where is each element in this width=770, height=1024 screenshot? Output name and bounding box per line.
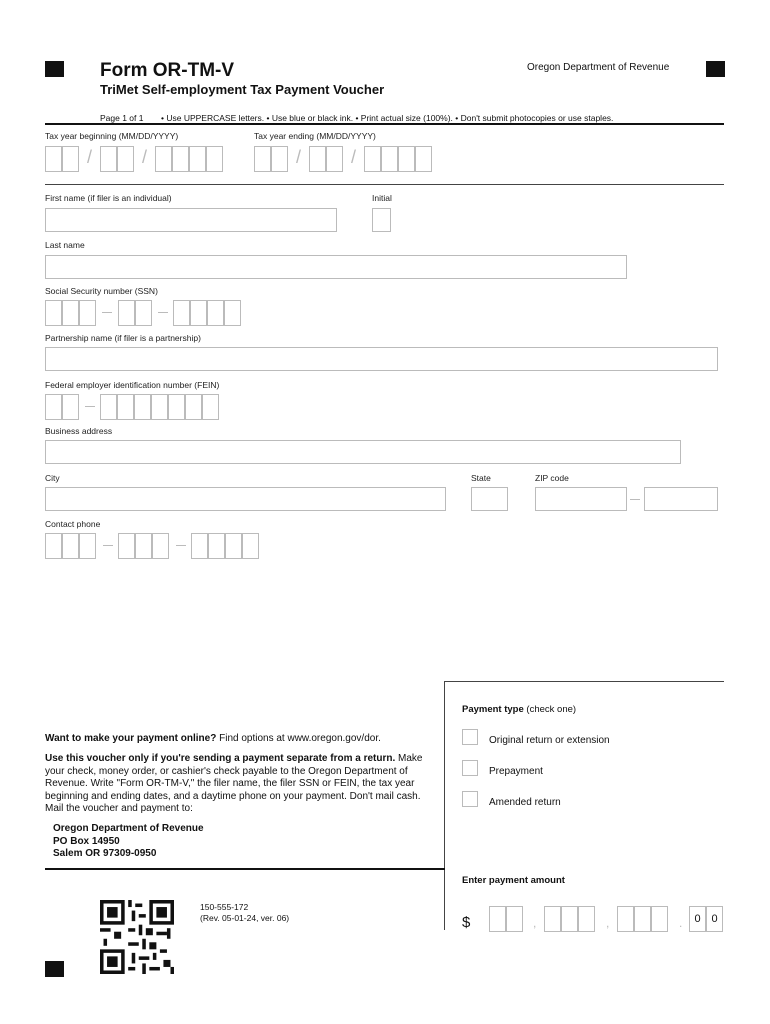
qr-code <box>100 900 174 974</box>
registration-mark-top-left <box>45 61 64 77</box>
last-name-label: Last name <box>45 240 85 250</box>
address-label: Business address <box>45 426 113 436</box>
partnership-label: Partnership name (if filer is a partnership) <box>45 333 201 343</box>
tax-year-end-label: Tax year ending (MM/DD/YYYY) <box>254 131 376 141</box>
ssn-input[interactable] <box>45 300 250 326</box>
cents-digit-1: 0 <box>689 906 706 932</box>
form-id-block <box>200 902 289 924</box>
cents-digit-2: 0 <box>706 906 723 932</box>
zip-label: ZIP code <box>535 473 569 483</box>
fein-input[interactable] <box>45 394 235 420</box>
revision: (Rev. 05-01-24, ver. 06) <box>200 913 290 923</box>
tax-year-end-input[interactable]: / / <box>254 146 439 172</box>
instructions: • Use UPPERCASE letters. • Use blue or black ink. • Print actual size (100%). • Don't submit photocopies or use staples. <box>161 113 614 123</box>
payment-frame-left <box>444 681 445 930</box>
city-input[interactable] <box>45 487 446 511</box>
payment-type-label: Payment type (check one) <box>462 704 577 715</box>
original-return-label: Original return or extension <box>489 735 610 746</box>
form-number: 150-555-172 <box>200 902 249 912</box>
payment-amount-label: Enter payment amount <box>462 875 565 886</box>
currency-symbol: $ <box>462 914 471 931</box>
city-label: City <box>45 473 60 483</box>
prepayment-label: Prepayment <box>489 766 543 777</box>
voucher-instructions: Use this voucher only if you're sending a payment separate from a return. Make your check, money order, or cashier's check payable to the Oregon Department of Revenue. Write "Form OR-TM-V," the filer name, the filer SSN or FEIN, the tax year beginning and ending dates, and a daytime phone on your payment. Don't mail cash. Mail the voucher and payment to: <box>45 753 423 814</box>
first-name-label: First name (if filer is an individual) <box>45 193 172 203</box>
state-label: State <box>471 473 491 483</box>
form-title: Form OR-TM-V <box>100 60 235 81</box>
fein-label: Federal employer identification number (FEIN) <box>45 380 220 390</box>
initial-label: Initial <box>372 193 392 203</box>
first-name-input[interactable] <box>45 208 337 232</box>
agency-name: Oregon Department of Revenue <box>527 62 670 73</box>
registration-mark-top-right <box>706 61 725 77</box>
partnership-input[interactable] <box>45 347 718 371</box>
phone-label: Contact phone <box>45 519 101 529</box>
mailing-address: Oregon Department of Revenue PO Box 14950 Salem OR 97309-0950 <box>53 823 204 859</box>
phone-input[interactable] <box>45 533 270 559</box>
header-rule <box>45 123 724 125</box>
payment-amount-input[interactable]: , , . 0 0 <box>489 906 729 932</box>
zip-dash <box>630 499 640 500</box>
prepayment-checkbox[interactable] <box>462 760 478 776</box>
amended-return-label: Amended return <box>489 797 561 808</box>
last-name-input[interactable] <box>45 255 627 279</box>
original-return-checkbox[interactable] <box>462 729 478 745</box>
tax-year-begin-input[interactable]: / / <box>45 146 230 172</box>
online-payment-note: Want to make your payment online? Find options at www.oregon.gov/dor. <box>45 733 381 744</box>
address-input[interactable] <box>45 440 681 464</box>
amended-return-checkbox[interactable] <box>462 791 478 807</box>
tax-year-begin-label: Tax year beginning (MM/DD/YYYY) <box>45 131 179 141</box>
form-subtitle: TriMet Self-employment Tax Payment Voucher <box>100 82 385 97</box>
ssn-label: Social Security number (SSN) <box>45 286 158 296</box>
payment-frame-top <box>444 681 724 682</box>
registration-mark-bottom-left <box>45 961 64 977</box>
zip-extension-input[interactable] <box>644 487 718 511</box>
initial-input[interactable] <box>372 208 391 232</box>
info-bottom-rule <box>45 868 445 870</box>
page-number: Page 1 of 1 <box>100 113 144 123</box>
state-input[interactable] <box>471 487 508 511</box>
section-divider <box>45 184 724 185</box>
zip-input[interactable] <box>535 487 627 511</box>
